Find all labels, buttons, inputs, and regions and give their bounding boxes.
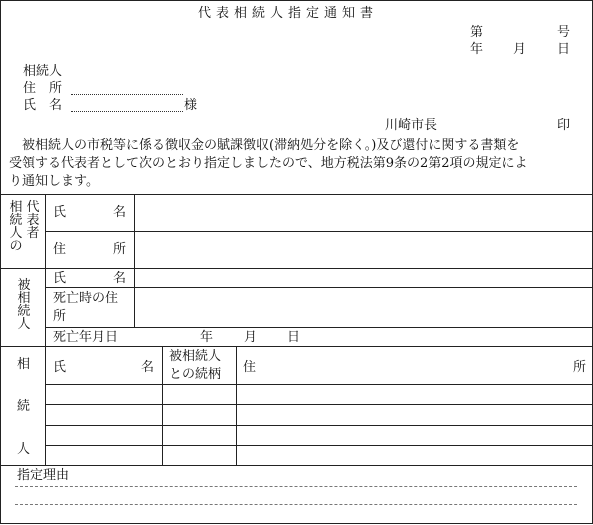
death-date-label: 死亡年月日	[53, 330, 119, 345]
heirs-name-header-a: 氏	[53, 360, 67, 375]
death-date-field[interactable]	[135, 328, 591, 345]
rule-heirs-top	[1, 346, 592, 347]
addressee-address-line[interactable]	[71, 94, 183, 95]
seal-mark: 印	[557, 118, 571, 133]
death-month-label: 月	[244, 330, 258, 345]
death-day-label: 日	[287, 330, 301, 345]
designation-reason-label: 指定理由	[17, 468, 70, 483]
addressee-label: 相続人	[23, 64, 63, 79]
heirs-section-char-3: 人	[17, 442, 31, 457]
death-year-label: 年	[200, 330, 214, 345]
heir-row-4[interactable]	[46, 446, 591, 464]
deceased-address-field[interactable]	[135, 288, 591, 326]
body-line-2: 受領する代表者として次のとおり指定しましたので、地方税法第9条の2第2項の規定によ	[9, 156, 528, 171]
representative-name-field[interactable]	[135, 195, 591, 230]
heirs-section-char-1: 相	[17, 357, 31, 372]
representative-section-label-col1: 相続人の	[9, 200, 23, 254]
heirs-address-header-b: 所	[573, 360, 587, 375]
date-day-label: 日	[557, 42, 571, 57]
addressee-name-label: 氏 名	[23, 98, 63, 113]
representative-section-label-col2: 代表者	[26, 200, 40, 241]
representative-address-label-b: 所	[113, 242, 127, 257]
body-line-1: 被相続人の市税等に係る徴収金の賦課徴収(滞納処分を除く。)及び還付に関する書類を	[9, 138, 520, 153]
deceased-name-label-a: 氏	[53, 271, 67, 286]
body-line-3: り通知します。	[9, 174, 99, 189]
heir-row-3[interactable]	[46, 426, 591, 444]
addressee-address-label: 住 所	[23, 81, 63, 96]
deceased-address-label-line1: 死亡時の住	[53, 291, 119, 306]
representative-name-label-a: 氏	[53, 205, 67, 220]
heir-row-2[interactable]	[46, 405, 591, 424]
number-suffix: 号	[557, 25, 571, 40]
number-prefix: 第	[470, 25, 484, 40]
heirs-relation-header-line1: 被相続人	[169, 349, 222, 364]
rule-reason-top	[1, 465, 592, 466]
heirs-section-char-2: 続	[17, 399, 31, 414]
addressee-name-line[interactable]	[71, 111, 183, 112]
heirs-name-header-b: 名	[141, 360, 155, 375]
date-month-label: 月	[513, 42, 527, 57]
representative-address-label-a: 住	[53, 242, 67, 257]
representative-address-field[interactable]	[135, 232, 591, 267]
deceased-address-label-line2: 所	[53, 309, 67, 324]
heirs-relation-header-line2: との続柄	[169, 367, 222, 382]
honorific: 様	[184, 98, 198, 113]
document-title: 代表相続人指定通知書	[198, 6, 379, 21]
heir-row-1[interactable]	[46, 385, 591, 403]
reason-line-1[interactable]	[15, 486, 577, 487]
issuer-title: 川崎市長	[385, 118, 438, 133]
rule-section-divider	[45, 194, 46, 465]
heirs-address-header-a: 住	[243, 360, 257, 375]
deceased-name-field[interactable]	[135, 269, 591, 286]
date-year-label: 年	[470, 42, 484, 57]
reason-line-2[interactable]	[15, 504, 577, 505]
deceased-name-label-b: 名	[113, 271, 127, 286]
deceased-section-label: 被相続人	[17, 278, 31, 332]
representative-name-label-b: 名	[113, 205, 127, 220]
